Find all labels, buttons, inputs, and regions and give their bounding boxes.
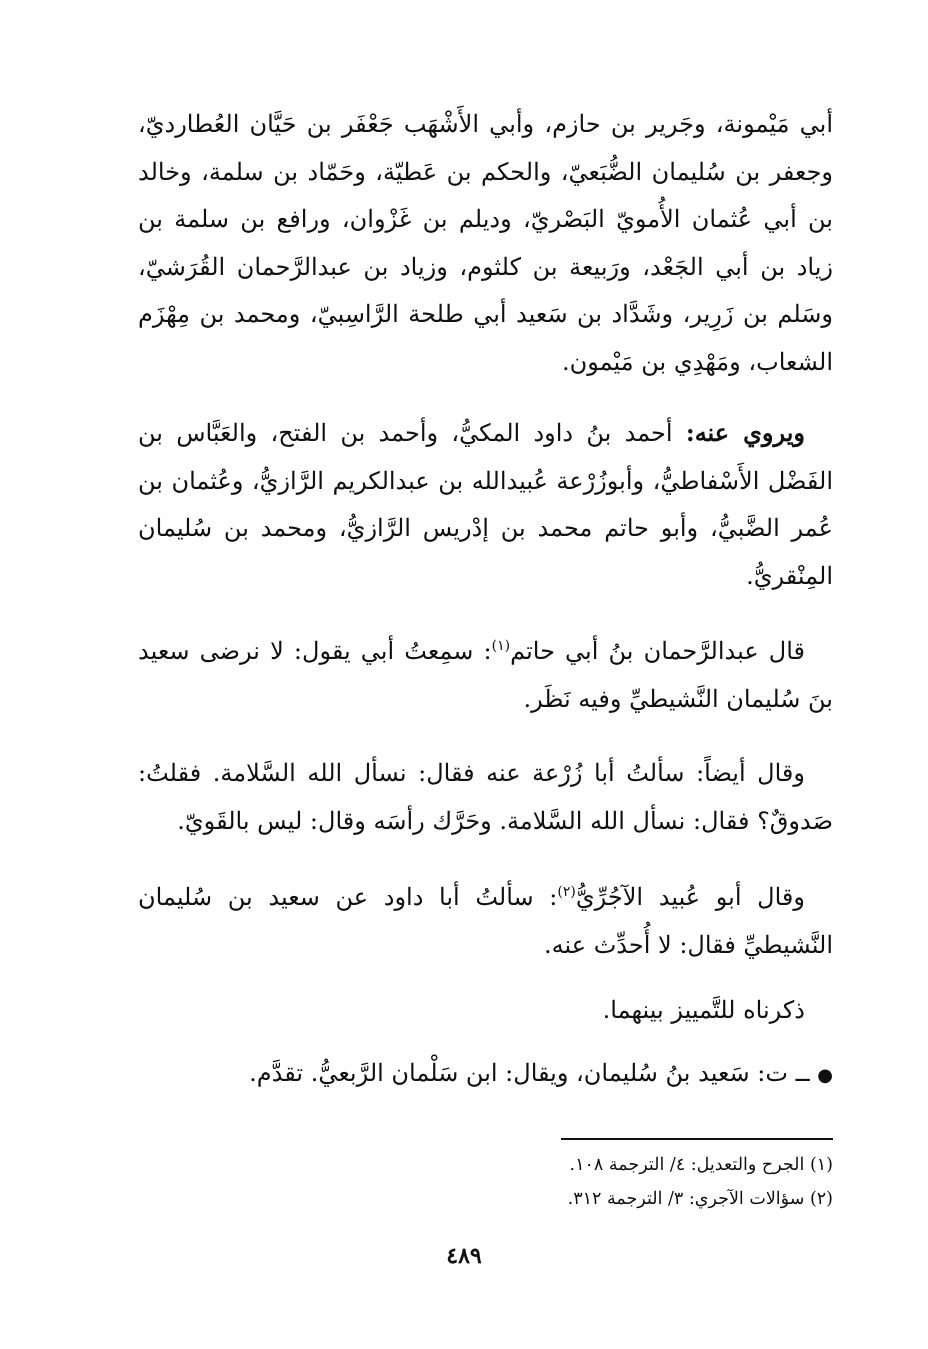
footnote-number: (٢): [809, 1189, 833, 1209]
paragraph-text: وقال أبو عُبيد الآجُرِّيُّ: [575, 883, 805, 911]
run-in-heading: ويروي عنه:: [685, 418, 805, 447]
footnote-divider: [561, 1138, 833, 1140]
paragraph-text: وقال أيضاً: سألتُ أبا زُرْعة عنه فقال: نسأل الله السَّلامة. فقلتُ: صَدوقٌ؟ فقال: نسأل الله السَّلامة. وحَرَّك رأسَه وقال: ليس بالقَويّ.: [138, 759, 833, 835]
paragraph-text: : سألتُ أبا داود عن سعيد بن سُليمان النَّشيطيِّ فقال: لا أُحدِّث عنه.: [138, 883, 833, 959]
paragraph-ajurri-quote: [138, 874, 833, 969]
paragraph-narrated-by: [138, 409, 833, 600]
paragraph-narrators-list: [138, 101, 833, 386]
paragraph-text: ــ ت: سَعيد بنُ سُليمان، ويقال: ابن سَلْمان الرَّبعيُّ. تقدَّم.: [249, 1059, 818, 1087]
paragraph-text: : سمِعتُ أبي يقول: لا نرضى سعيد بنَ سُليمان النَّشيطيِّ وفيه نَظَر.: [138, 637, 833, 713]
footnotes: [420, 1148, 833, 1216]
footnote-number: (١): [809, 1155, 833, 1175]
footnote-text: الجرح والتعديل: ٤/ الترجمة ١٠٨.: [569, 1155, 810, 1175]
bullet-icon: ●: [817, 1065, 833, 1086]
paragraph-text: أبي مَيْمونة، وجَرير بن حازم، وأبي الأَشْهَب جَعْفَر بن حَيَّان العُطارديّ، وجعفر بن سُليمان الضُّبَعيّ، والحكم بن عَطيّة، وحَمّاد بن سلمة، وخالد بن أبي عُثمان الأُمويّ البَصْريّ، وديلم بن غَزْوان، ورافع بن سلمة بن زياد بن أبي الجَعْد، ورَبيعة بن كلثوم، وزياد بن عبدالرَّحمان القُرَشيّ، وسَلم بن زَرِير، وشَدَّاد بن سَعيد أبي طلحة الرَّاسِبيّ، ومحمد بن مِهْزَم الشعاب، ومَهْدِي بن مَيْمون.: [138, 110, 833, 376]
paragraph-text: ذكرناه للتَّمييز بينهما.: [602, 996, 805, 1024]
footnote-text: سؤالات الآجري: ٣/ الترجمة ٣١٢.: [567, 1189, 810, 1209]
paragraph-cross-reference-entry: [138, 1050, 833, 1100]
footnote-reference-1[interactable]: (١): [491, 638, 511, 654]
paragraph-abu-zura-quote: [138, 750, 833, 845]
paragraph-text: أحمد بنُ داود المكيُّ، وأحمد بن الفتح، والعَبَّاس بن الفَضْل الأَسْفاطيُّ، وأبوزُرْعة عُبيدالله بن عبدالكريم الرَّازيُّ، وعُثمان بن عُمر الضَّبيُّ، وأبو حاتم محمد بن إدْريس الرَّازيُّ، ومحمد بن سُليمان المِنْقريُّ.: [138, 419, 833, 590]
paragraph-text: قال عبدالرَّحمان بنُ أبي حاتم: [510, 637, 805, 665]
paragraph-ibn-abi-hatim-quote: [138, 628, 833, 723]
paragraph-distinction-note: [138, 987, 833, 1035]
footnote-reference-2[interactable]: (٢): [557, 884, 576, 900]
footnote-2: [420, 1182, 833, 1216]
page-number: ٤٨٩: [446, 1243, 482, 1269]
footnote-1: [420, 1148, 833, 1182]
